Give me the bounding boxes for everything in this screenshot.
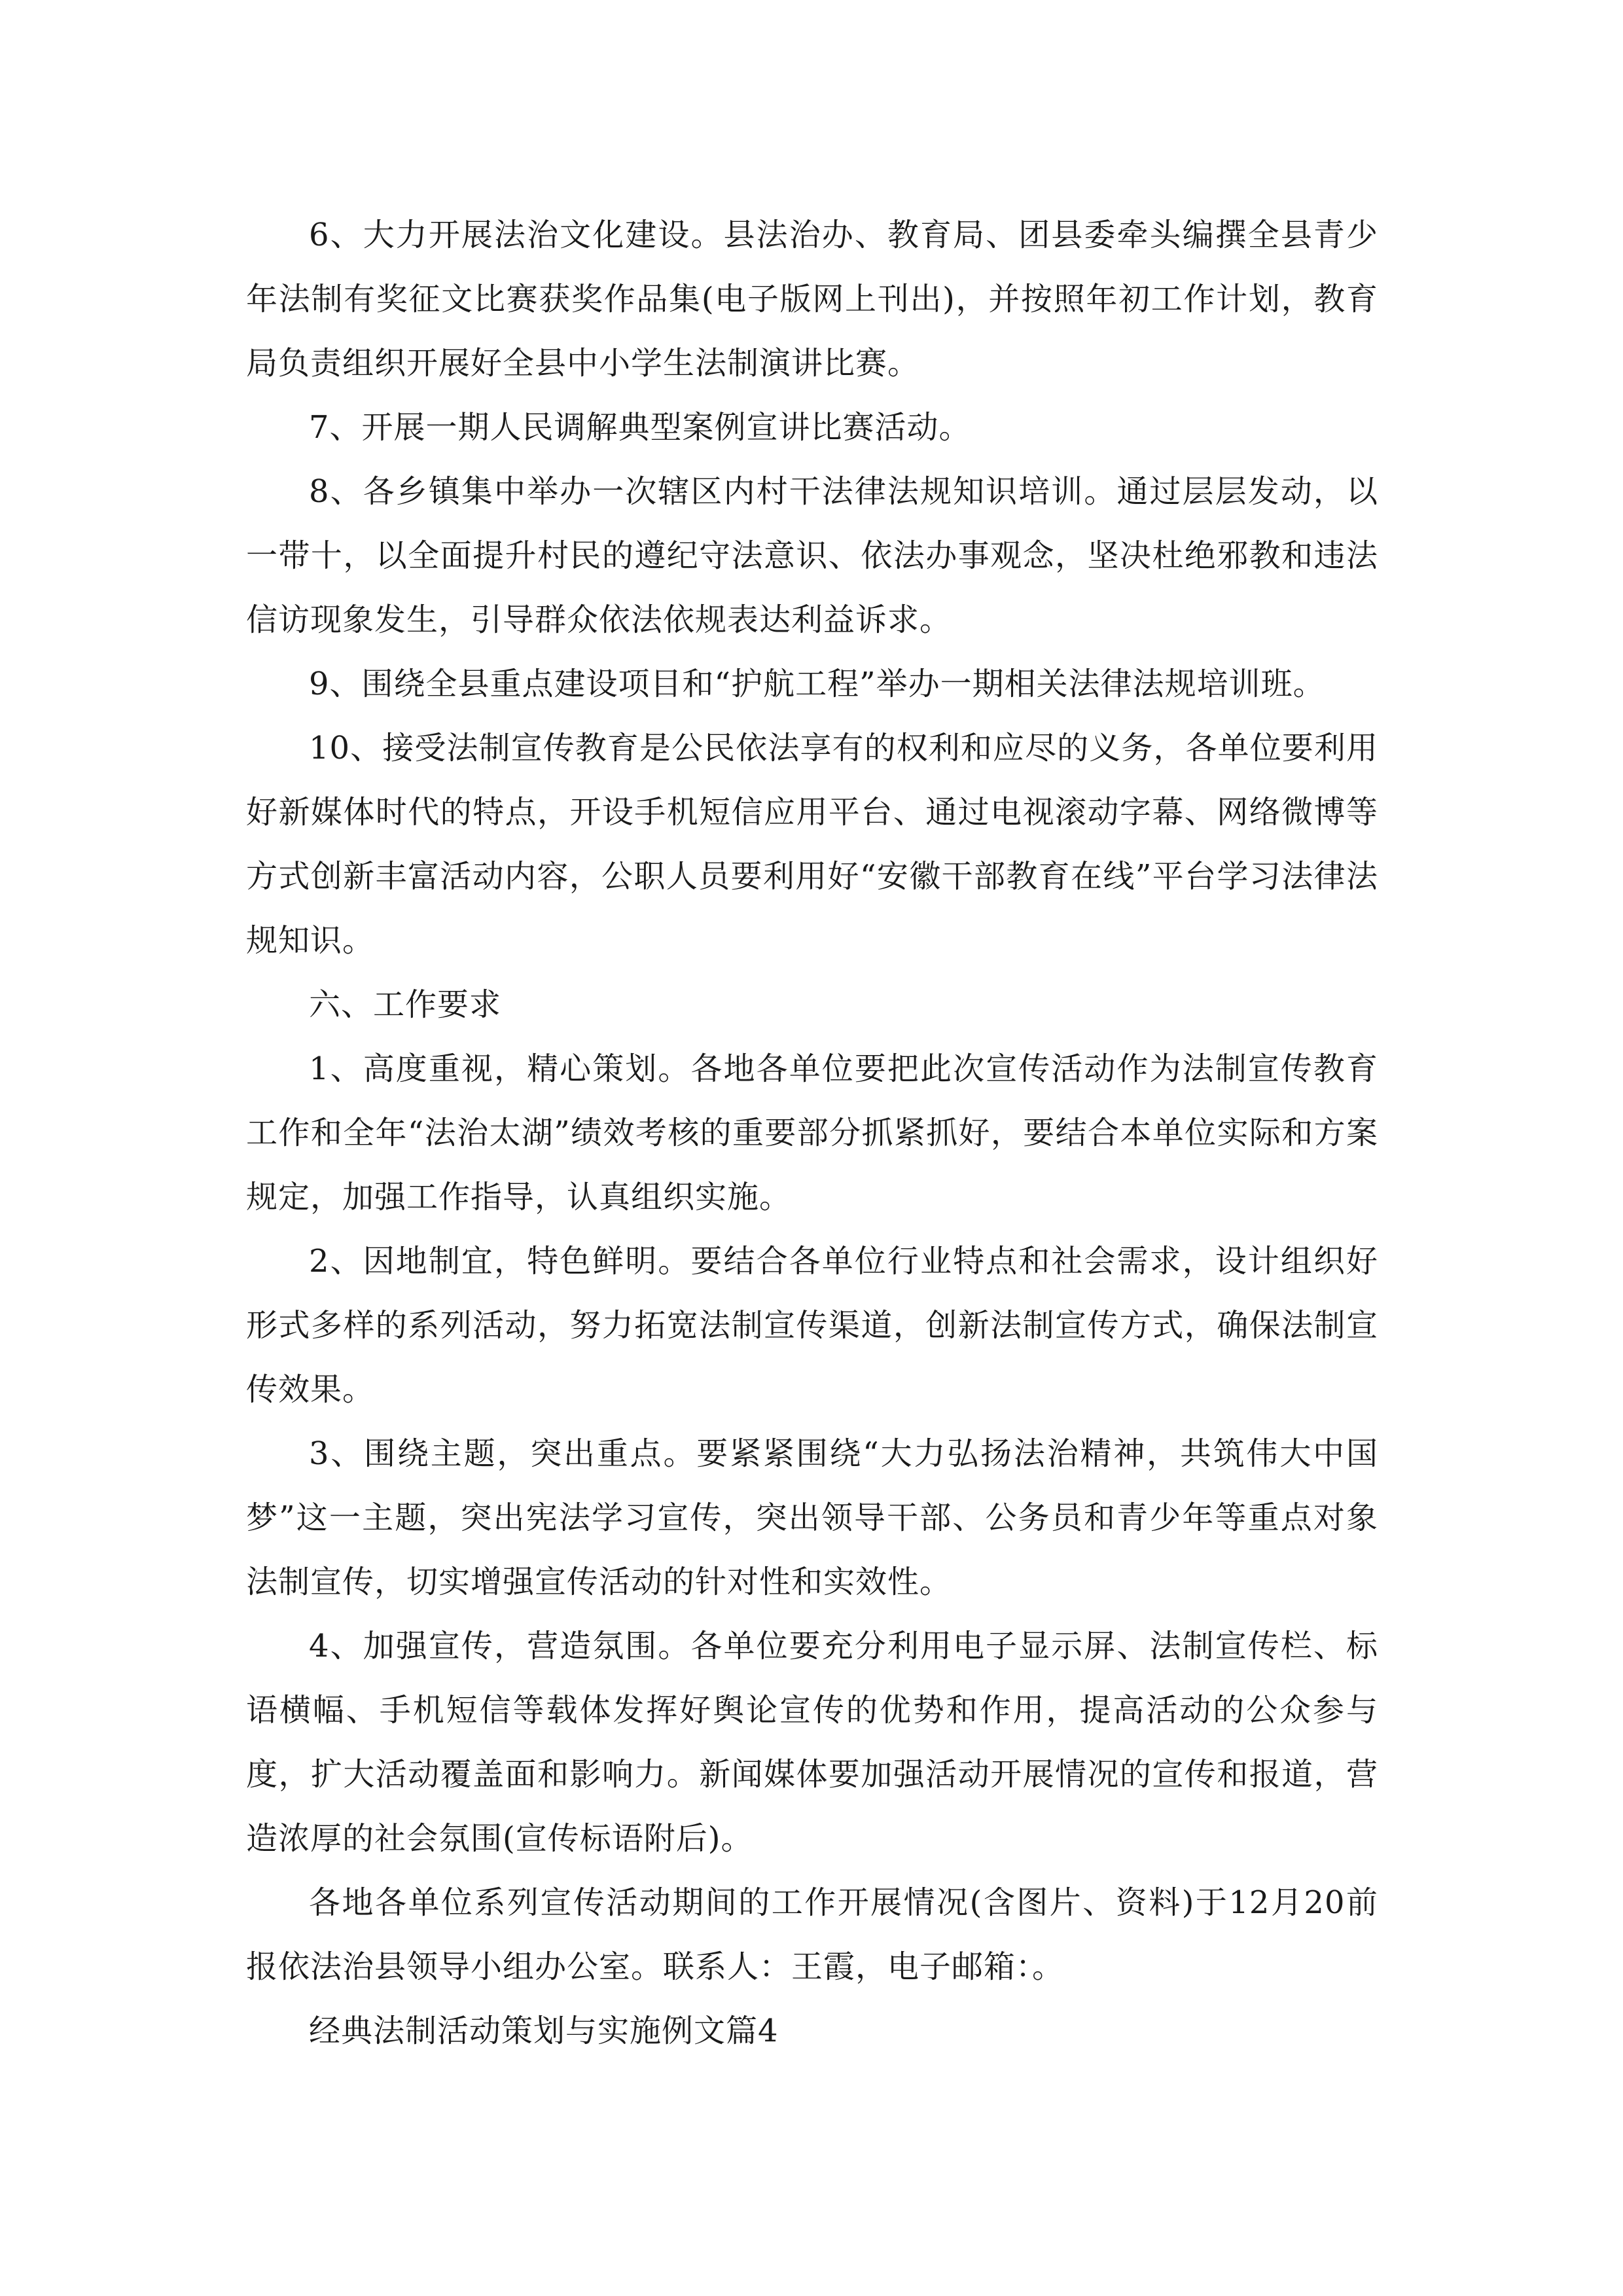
requirement-item-2: 2、因地制宜，特色鲜明。要结合各单位行业特点和社会需求，设计组织好形式多样的系列活动，努力拓宽法制宣传渠道，创新法制宣传方式，确保法制宣传效果。: [246, 1243, 1378, 1408]
requirement-item-4: 4、加强宣传，营造氛围。各单位要充分利用电子显示屏、法制宣传栏、标语横幅、手机短信等载体发挥好舆论宣传的优势和作用，提高活动的公众参与度，扩大活动覆盖面和影响力。新闻媒体要加强活动开展情况的宣传和报道，营造浓厚的社会氛围(宣传标语附后)。: [246, 1628, 1378, 1857]
section-heading-work-requirements: 六、工作要求: [309, 986, 502, 1023]
closing-paragraph: 各地各单位系列宣传活动期间的工作开展情况(含图片、资料)于12月20前报依法治县领导小组办公室。联系人：王霞，电子邮箱：。: [246, 1884, 1378, 1985]
paragraph-item-10: 10、接受法制宣传教育是公民依法享有的权利和应尽的义务，各单位要利用好新媒体时代的特点，开设手机短信应用平台、通过电视滚动字幕、网络微博等方式创新丰富活动内容，公职人员要利用好“安徽干部教育在线”平台学习法律法规知识。: [246, 730, 1378, 959]
document-body: [246, 203, 1378, 2063]
paragraph-item-6: 6、大力开展法治文化建设。县法治办、教育局、团县委牵头编撰全县青少年法制有奖征文比赛获奖作品集(电子版网上刊出)，并按照年初工作计划，教育局负责组织开展好全县中小学生法制演讲比赛。: [246, 217, 1378, 382]
paragraph-item-7: 7、开展一期人民调解典型案例宣讲比赛活动。: [309, 409, 971, 446]
paragraph-item-9: 9、围绕全县重点建设项目和“护航工程”举办一期相关法律法规培训班。: [309, 666, 1325, 702]
requirement-item-3: 3、围绕主题，突出重点。要紧紧围绕“大力弘扬法治精神，共筑伟大中国梦”这一主题，突出宪法学习宣传，突出领导干部、公务员和青少年等重点对象法制宣传，切实增强宣传活动的针对性和实效性。: [246, 1435, 1378, 1600]
requirement-item-1: 1、高度重视，精心策划。各地各单位要把此次宣传活动作为法制宣传教育工作和全年“法治太湖”绩效考核的重要部分抓紧抓好，要结合本单位实际和方案规定，加强工作指导，认真组织实施。: [246, 1050, 1378, 1215]
next-section-title: 经典法制活动策划与实施例文篇4: [309, 2013, 779, 2049]
paragraph-item-8: 8、各乡镇集中举办一次辖区内村干法律法规知识培训。通过层层发动，以一带十，以全面提升村民的遵纪守法意识、依法办事观念，坚决杜绝邪教和违法信访现象发生，引导群众依法依规表达利益诉求。: [246, 473, 1378, 638]
